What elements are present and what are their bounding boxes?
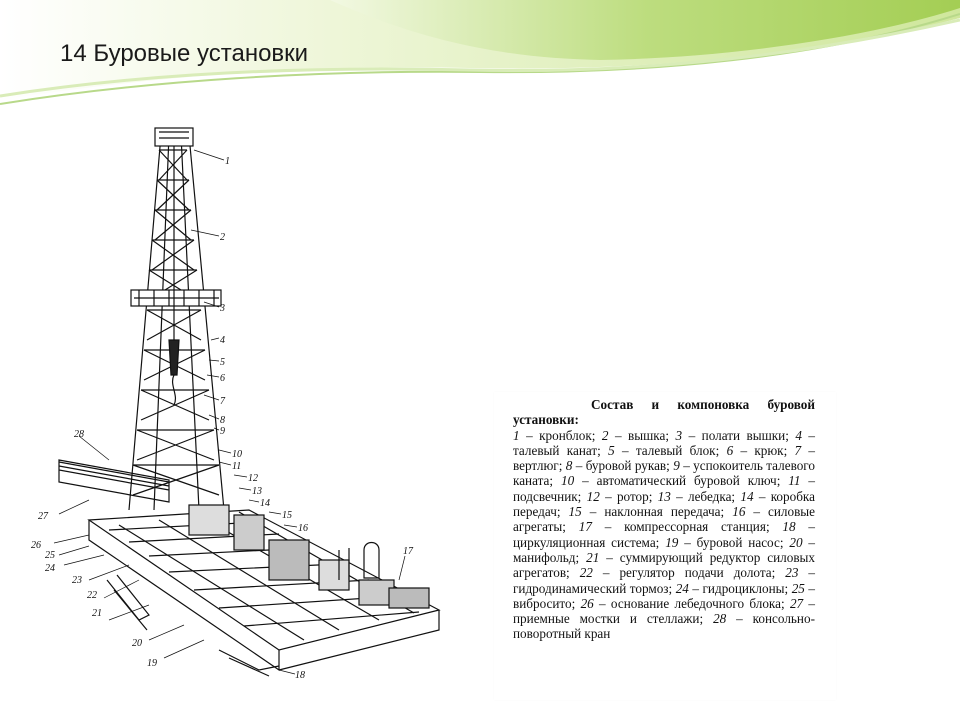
drilling-rig-drawing-icon [19, 110, 476, 700]
callout-13: 13 [252, 486, 262, 497]
caption-item-text: консольно-поворотный кран [513, 611, 815, 642]
caption-item-number: 15 [568, 504, 582, 520]
caption-item-text: талевый блок [635, 442, 716, 458]
callout-18: 18 [295, 670, 305, 681]
callout-25: 25 [45, 550, 55, 561]
caption-item-number: 4 [795, 427, 802, 443]
caption-text [513, 397, 815, 642]
caption-item: 6 – крюк; [726, 442, 795, 458]
caption-item-text: буровой рукав [585, 458, 667, 474]
caption-item-text: успокоитель талевого каната [513, 458, 815, 489]
caption-item-text: суммирующий редуктор силовых агрегатов [513, 549, 815, 581]
caption-item-number: 9 [673, 458, 680, 474]
caption-item: 8 – буровой рукав; [565, 458, 674, 474]
caption-item-number: 14 [740, 488, 754, 504]
caption-item-number: 17 [578, 519, 592, 535]
caption-item-text: циркуляционная система [513, 534, 656, 550]
caption-item-number: 11 [788, 473, 801, 489]
caption-item-text: лебедка [688, 488, 732, 504]
callout-7: 7 [220, 396, 225, 407]
caption-item: 25 – вибросито; [513, 580, 815, 611]
caption-item: 18 – циркуляционная система; [513, 519, 815, 550]
slide-title: 14 Буровые установки [60, 40, 309, 67]
caption-item: 14 – коробка передач; [513, 488, 815, 520]
caption-item-number: 13 [657, 488, 671, 504]
callout-5: 5 [220, 357, 225, 368]
caption-item-text: подсвечник [513, 488, 578, 504]
caption-item: 1 – кронблок; [513, 427, 602, 443]
caption-item-number: 24 [675, 580, 689, 596]
caption-item-number: 7 [794, 442, 802, 458]
drilling-rig-figure [19, 110, 476, 700]
caption-item-number: 25 [791, 580, 805, 596]
callout-14: 14 [260, 498, 270, 509]
caption-item-text: гидроциклоны [702, 580, 785, 596]
caption-item-text: основание лебедочного блока [610, 595, 781, 611]
caption-item: 3 – полати вышки; [675, 427, 796, 443]
caption-item: 9 – успокоитель талевого каната; [513, 458, 815, 489]
caption-item-number: 18 [782, 519, 796, 535]
caption-item: 2 – вышка; [601, 427, 676, 443]
callout-23: 23 [72, 575, 82, 586]
callout-26: 26 [31, 540, 41, 551]
caption-item-text: талевый канат [513, 442, 598, 458]
caption-item: 15 – наклонная передача; [568, 504, 733, 520]
caption-item: 4 – талевый канат; [513, 427, 816, 458]
caption-item: 22 – регулятор подачи долота; [579, 565, 786, 581]
caption-item: 26 – основание лебедочного блока; [580, 595, 790, 611]
caption-item-text: ротор [616, 488, 649, 504]
caption-item-text: регулятор подачи долота [619, 565, 772, 581]
caption-heading: Состав и компоновка буровой установки: [513, 397, 815, 428]
caption-item: 12 – ротор; [586, 488, 658, 504]
caption-item-number: 8 [565, 458, 573, 474]
caption-item-number: 1 [513, 427, 520, 443]
caption-item-text: вибросито [513, 595, 572, 611]
caption-item: 27 – приемные мостки и стеллажи; [513, 595, 816, 627]
callout-16: 16 [298, 523, 308, 534]
caption-item-number: 10 [561, 473, 575, 489]
caption-item: 10 – автоматический буровой ключ; [561, 473, 789, 489]
callout-21: 21 [92, 608, 102, 619]
caption-item-text: приемные мостки и стеллажи [513, 611, 700, 627]
caption-item: 17 – компрессорная станция; [578, 519, 783, 535]
caption-item-text: компрессорная станция [624, 519, 766, 535]
callout-3: 3 [220, 303, 225, 314]
caption-item: 11 – подсвечник; [513, 473, 816, 504]
caption-item-number: 20 [789, 534, 803, 550]
caption-item: 21 – суммирующий редуктор силовых агрегатов; [513, 549, 815, 581]
caption-item-number: 6 [726, 442, 734, 458]
caption-item-text: наклонная передача [604, 504, 721, 520]
caption-item-number: 19 [665, 534, 679, 550]
callout-2: 2 [220, 232, 225, 243]
caption-item-text: манифольд [513, 549, 576, 565]
callout-19: 19 [147, 658, 157, 669]
caption-item: 23 – гидродинамический тормоз; [513, 565, 816, 596]
caption-item-number: 12 [586, 488, 600, 504]
caption-item-number: 28 [713, 611, 727, 627]
caption-item-list [513, 428, 815, 642]
caption-item-text: гидродинамический тормоз [513, 580, 669, 596]
caption-item-number: 27 [789, 595, 804, 611]
caption-item-number: 22 [579, 565, 593, 581]
caption-panel [494, 392, 836, 700]
caption-item-number: 16 [732, 504, 746, 520]
callout-15: 15 [282, 510, 292, 521]
caption-item-text: вертлюг [513, 458, 559, 474]
callout-27: 27 [38, 511, 48, 522]
caption-item: 24 – гидроциклоны; [675, 580, 792, 596]
callout-9: 9 [220, 426, 225, 437]
caption-item-text: силовые агрегаты [513, 504, 816, 535]
caption-item-number: 21 [586, 549, 600, 565]
callout-24: 24 [45, 563, 55, 574]
caption-item: 7 – вертлюг; [513, 442, 816, 474]
callout-6: 6 [220, 373, 225, 384]
caption-item-number: 23 [785, 565, 799, 581]
callout-1: 1 [225, 156, 230, 167]
callout-28: 28 [74, 429, 84, 440]
caption-item-number: 2 [601, 427, 609, 443]
caption-item-text: вышка [628, 427, 666, 443]
caption-item: 28 – консольно-поворотный кран [513, 611, 815, 642]
caption-item-text: полати вышки [701, 427, 786, 443]
caption-item: 5 – талевый блок; [608, 442, 727, 458]
callout-20: 20 [132, 638, 142, 649]
caption-item-text: коробка передач [513, 488, 815, 520]
callout-8: 8 [220, 415, 225, 426]
callout-4: 4 [220, 335, 225, 346]
caption-item: 13 – лебедка; [657, 488, 741, 504]
callout-17: 17 [403, 546, 413, 557]
callout-22: 22 [87, 590, 97, 601]
caption-item-number: 3 [675, 427, 683, 443]
callout-10: 10 [232, 449, 242, 460]
caption-item: 16 – силовые агрегаты; [513, 504, 816, 535]
callout-12: 12 [248, 473, 258, 484]
caption-item-text: буровой насос [696, 534, 780, 550]
caption-item: 20 – манифольд; [513, 534, 815, 565]
callout-11: 11 [232, 461, 242, 472]
caption-item-number: 5 [608, 442, 615, 458]
caption-item-text: автоматический буровой ключ [596, 473, 777, 489]
caption-item-text: крюк [754, 442, 784, 458]
caption-item-number: 26 [580, 595, 594, 611]
caption-item-text: кронблок [539, 427, 592, 443]
caption-item: 19 – буровой насос; [665, 534, 790, 550]
